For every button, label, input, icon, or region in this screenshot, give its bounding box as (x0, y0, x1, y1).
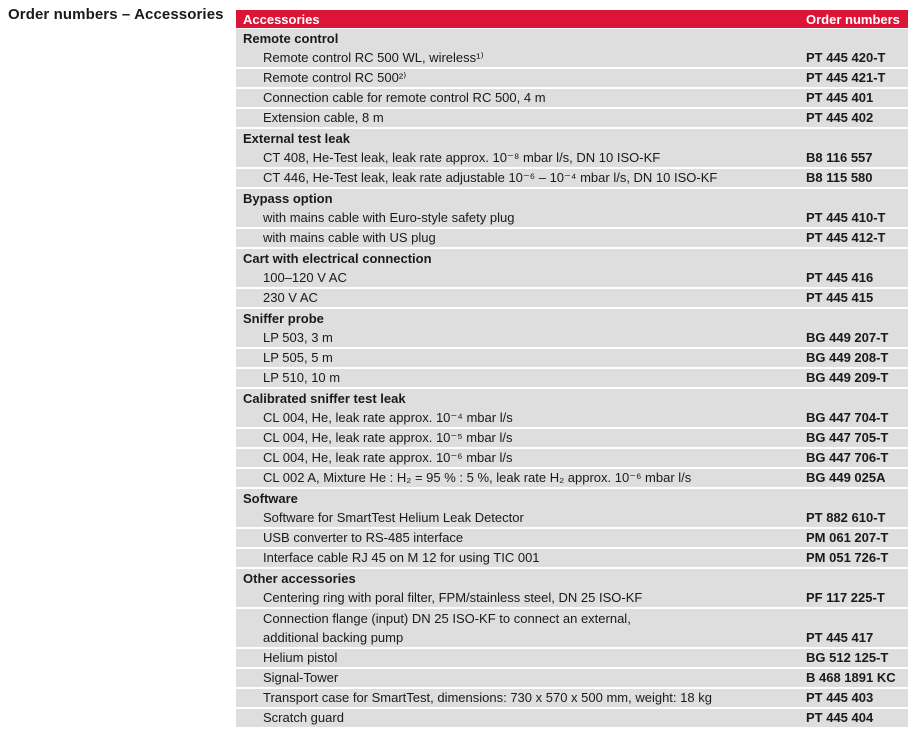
section-title: Software (243, 491, 298, 506)
table-row (236, 109, 908, 129)
order-number: BG 449 025A (806, 470, 886, 485)
table-row (236, 49, 908, 69)
section-title: Remote control (243, 31, 339, 46)
section-header (236, 309, 908, 329)
order-number: PT 445 417 (806, 630, 874, 645)
item-label: USB converter to RS-485 interface (263, 530, 464, 545)
section-title: Calibrated sniffer test leak (243, 391, 406, 406)
item-label: Interface cable RJ 45 on M 12 for using TIC 001 (263, 550, 540, 565)
order-number: PT 445 401 (806, 90, 874, 105)
item-label: with mains cable with US plug (263, 230, 436, 245)
section-title: Cart with electrical connection (243, 251, 432, 266)
order-number: BG 512 125-T (806, 650, 889, 665)
item-label: Signal-Tower (263, 670, 339, 685)
order-number: B 468 1891 KC (806, 670, 896, 685)
item-label: LP 503, 3 m (263, 330, 333, 345)
item-label: Connection cable for remote control RC 500, 4 m (263, 90, 546, 105)
section-title: External test leak (243, 131, 350, 146)
section-title: Other accessories (243, 571, 356, 586)
table-row (236, 349, 908, 369)
order-number: PT 445 421-T (806, 70, 886, 85)
item-label: Connection flange (input) DN 25 ISO-KF to connect an external, additional backing pump (263, 611, 631, 645)
table-row (236, 549, 908, 569)
item-label: Remote control RC 500 WL, wireless¹⁾ (263, 50, 484, 65)
table-row (236, 369, 908, 389)
section-header (236, 569, 908, 589)
section-header (236, 389, 908, 409)
table-row (236, 89, 908, 109)
order-number: PT 445 415 (806, 290, 874, 305)
order-number: PT 445 402 (806, 110, 874, 125)
table-row (236, 449, 908, 469)
item-label: CL 004, He, leak rate approx. 10⁻⁴ mbar l/s (263, 410, 513, 425)
item-label: CL 002 A, Mixture He : H₂ = 95 % : 5 %, leak rate H₂ approx. 10⁻⁶ mbar l/s (263, 470, 692, 485)
order-number: BG 447 704-T (806, 410, 889, 425)
item-label: Centering ring with poral filter, FPM/stainless steel, DN 25 ISO-KF (263, 590, 643, 605)
table-body (236, 29, 908, 729)
table-row (236, 589, 908, 609)
item-label: Software for SmartTest Helium Leak Detector (263, 510, 524, 525)
item-label: CL 004, He, leak rate approx. 10⁻⁶ mbar l/s (263, 450, 513, 465)
table-row (236, 509, 908, 529)
order-number: BG 447 705-T (806, 430, 889, 445)
item-label: CL 004, He, leak rate approx. 10⁻⁵ mbar l/s (263, 430, 513, 445)
item-label: Transport case for SmartTest, dimensions: 730 x 570 x 500 mm, weight: 18 kg (263, 690, 712, 705)
table-row (236, 169, 908, 189)
item-label: Helium pistol (263, 650, 338, 665)
accessories-table (236, 10, 908, 729)
table-row (236, 409, 908, 429)
table-row (236, 469, 908, 489)
section-header (236, 189, 908, 209)
item-label: 230 V AC (263, 290, 318, 305)
table-row (236, 529, 908, 549)
page-title: Order numbers – Accessories (8, 6, 224, 23)
item-label: CT 408, He-Test leak, leak rate approx. 10⁻⁸ mbar l/s, DN 10 ISO-KF (263, 150, 661, 165)
section-header (236, 29, 908, 49)
order-number: BG 449 207-T (806, 330, 889, 345)
order-number: PM 061 207-T (806, 530, 889, 545)
table-row (236, 69, 908, 89)
table-row (236, 329, 908, 349)
table-row (236, 229, 908, 249)
table-row (236, 709, 908, 729)
item-label: LP 505, 5 m (263, 350, 333, 365)
section-title: Bypass option (243, 191, 333, 206)
table-row (236, 689, 908, 709)
table-header-order-numbers: Order numbers (806, 12, 900, 27)
order-number: PT 445 420-T (806, 50, 886, 65)
section-header (236, 249, 908, 269)
order-number: PT 445 410-T (806, 210, 886, 225)
table-row (236, 609, 908, 649)
table-row (236, 649, 908, 669)
item-label: CT 446, He-Test leak, leak rate adjustable 10⁻⁶ – 10⁻⁴ mbar l/s, DN 10 ISO-KF (263, 170, 718, 185)
table-header-row (236, 10, 908, 29)
table-row (236, 209, 908, 229)
order-number: BG 447 706-T (806, 450, 889, 465)
order-number: B8 115 580 (806, 170, 873, 185)
table-header-accessories: Accessories (243, 12, 320, 27)
section-header (236, 129, 908, 149)
order-number: PF 117 225-T (806, 590, 885, 605)
order-number: B8 116 557 (806, 150, 873, 165)
item-label: LP 510, 10 m (263, 370, 341, 385)
table-row (236, 149, 908, 169)
table-row (236, 289, 908, 309)
order-number: BG 449 208-T (806, 350, 889, 365)
section-header (236, 489, 908, 509)
table-row (236, 429, 908, 449)
order-number: PT 445 403 (806, 690, 874, 705)
order-number: PT 445 416 (806, 270, 874, 285)
item-label: Extension cable, 8 m (263, 110, 384, 125)
order-number: PT 445 404 (806, 710, 874, 725)
order-number: PM 051 726-T (806, 550, 889, 565)
item-label: Remote control RC 500²⁾ (263, 70, 407, 85)
item-label: with mains cable with Euro-style safety plug (263, 210, 515, 225)
table-row (236, 269, 908, 289)
order-number: PT 445 412-T (806, 230, 886, 245)
item-label: 100–120 V AC (263, 270, 347, 285)
table-row (236, 669, 908, 689)
order-number: PT 882 610-T (806, 510, 886, 525)
item-label: Scratch guard (263, 710, 344, 725)
section-title: Sniffer probe (243, 311, 324, 326)
order-number: BG 449 209-T (806, 370, 889, 385)
